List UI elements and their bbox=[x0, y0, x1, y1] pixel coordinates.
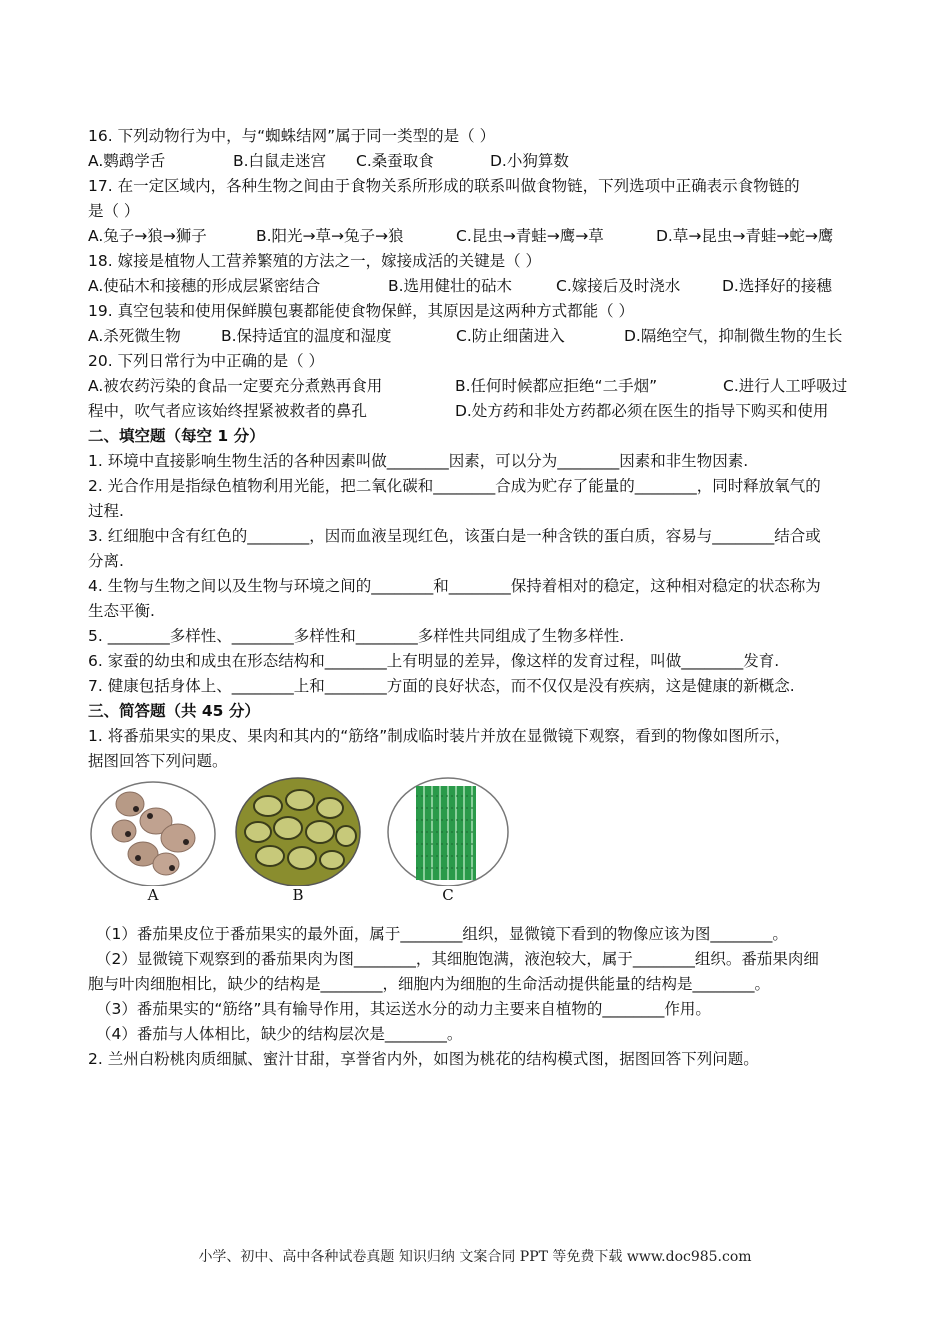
figure-a-image bbox=[91, 782, 215, 886]
q1-sub2-line1: （2）显微镜下观察到的番茄果肉为图________，其细胞饱满，液泡较大，属于________组织。番茄果肉细 bbox=[96, 950, 819, 968]
q16-option-d: D.小狗算数 bbox=[490, 152, 569, 170]
q2-stem: 2. 兰州白粉桃肉质细腻、蜜汁甘甜，享誉省内外，如图为桃花的结构模式图，据图回答下列问题。 bbox=[88, 1050, 759, 1068]
q17-stem-line2: 是（ ） bbox=[88, 202, 140, 220]
q18-stem: 18. 嫁接是植物人工营养繁殖的方法之一，嫁接成活的关键是（ ） bbox=[88, 252, 542, 270]
section3-heading: 三、简答题（共 45 分） bbox=[88, 702, 260, 720]
microscope-figures bbox=[88, 776, 518, 906]
q20-option-c-cont: 程中，吹气者应该始终捏紧被救者的鼻孔 bbox=[88, 402, 368, 420]
q18-option-b: B.选用健壮的砧木 bbox=[388, 277, 513, 295]
fill-line: 2. 光合作用是指绿色植物利用光能，把二氧化碳和________合成为贮存了能量的________，同时释放氧气的 bbox=[88, 477, 821, 495]
figure-b-image bbox=[236, 778, 360, 886]
fill-line: 6. 家蚕的幼虫和成虫在形态结构和________上有明显的差异，像这样的发育过程，叫做________发育. bbox=[88, 652, 780, 670]
q1-sub4: （4）番茄与人体相比，缺少的结构层次是________。 bbox=[96, 1025, 463, 1043]
fill-line: 过程. bbox=[88, 502, 124, 520]
q20-options-line2 bbox=[88, 401, 860, 421]
figure-a-label: A bbox=[147, 886, 159, 904]
q19-option-a: A.杀死微生物 bbox=[88, 327, 181, 345]
q1-sub3: （3）番茄果实的“筋络”具有输导作用，其运送水分的动力主要来自植物的________作用。 bbox=[96, 1000, 711, 1018]
q20-options-line1 bbox=[88, 376, 860, 396]
microscope-figures-image bbox=[88, 776, 518, 886]
fill-line: 7. 健康包括身体上、________上和________方面的良好状态，而不仅仅是没有疾病，这是健康的新概念. bbox=[88, 677, 795, 695]
q17-options bbox=[88, 226, 860, 246]
q18-option-d: D.选择好的接穗 bbox=[722, 277, 832, 295]
q1-intro-line2: 据图回答下列问题。 bbox=[88, 752, 228, 770]
section2-heading: 二、填空题（每空 1 分） bbox=[88, 427, 265, 445]
fill-line: 3. 红细胞中含有红色的________，因而血液呈现红色，该蛋白是一种含铁的蛋白质，容易与________结合或 bbox=[88, 527, 821, 545]
fill-line: 1. 环境中直接影响生物生活的各种因素叫做________因素，可以分为________因素和非生物因素. bbox=[88, 452, 749, 470]
fill-line: 生态平衡. bbox=[88, 602, 155, 620]
q20-option-b: B.任何时候都应拒绝“二手烟” bbox=[455, 377, 658, 395]
q20-stem: 20. 下列日常行为中正确的是（ ） bbox=[88, 352, 325, 370]
figure-b-label: B bbox=[292, 886, 304, 904]
q1-intro-line1: 1. 将番茄果实的果皮、果肉和其内的“筋络”制成临时装片并放在显微镜下观察，看到的物像如图所示， bbox=[88, 727, 791, 745]
q19-option-d: D.隔绝空气，抑制微生物的生长 bbox=[624, 327, 843, 345]
q16-options bbox=[88, 151, 860, 171]
q16-option-a: A.鹦鹉学舌 bbox=[88, 152, 166, 170]
page-footer: 小学、初中、高中各种试卷真题 知识归纳 文案合同 PPT 等免费下载 www.doc985.com bbox=[198, 1249, 752, 1265]
q19-stem: 19. 真空包装和使用保鲜膜包裹都能使食物保鲜，其原因是这两种方式都能（ ） bbox=[88, 302, 635, 320]
q18-option-c: C.嫁接后及时浇水 bbox=[556, 277, 681, 295]
q16-option-c: C.桑蚕取食 bbox=[356, 152, 434, 170]
q19-option-b: B.保持适宜的温度和湿度 bbox=[221, 327, 392, 345]
figure-c-label: C bbox=[442, 886, 454, 904]
q18-option-a: A.使砧木和接穗的形成层紧密结合 bbox=[88, 277, 321, 295]
q17-option-b: B.阳光→草→兔子→狼 bbox=[256, 227, 404, 245]
q17-option-d: D.草→昆虫→青蛙→蛇→鹰 bbox=[656, 227, 834, 245]
q16-stem: 16. 下列动物行为中，与“蜘蛛结网”属于同一类型的是（ ） bbox=[88, 127, 496, 145]
q20-option-c: C.进行人工呼吸过 bbox=[723, 377, 848, 395]
fill-line: 5. ________多样性、________多样性和________多样性共同组成了生物多样性. bbox=[88, 627, 625, 645]
q1-sub2-line2: 胞与叶肉细胞相比，缺少的结构是________，细胞内为细胞的生命活动提供能量的结构是________。 bbox=[88, 975, 771, 993]
q1-sub1: （1）番茄果皮位于番茄果实的最外面，属于________组织，显微镜下看到的物像应该为图________。 bbox=[96, 925, 788, 943]
q16-option-b: B.白鼠走迷宫 bbox=[233, 152, 327, 170]
q20-option-d: D.处方药和非处方药都必须在医生的指导下购买和使用 bbox=[455, 402, 829, 420]
fill-line: 分离. bbox=[88, 552, 124, 570]
q17-stem-line1: 17. 在一定区域内，各种生物之间由于食物关系所形成的联系叫做食物链，下列选项中正确表示食物链的 bbox=[88, 177, 800, 195]
figure-c-image bbox=[388, 778, 508, 886]
q18-options bbox=[88, 276, 860, 296]
q19-options bbox=[88, 326, 860, 346]
q17-option-a: A.兔子→狼→狮子 bbox=[88, 227, 207, 245]
q17-option-c: C.昆虫→青蛙→鹰→草 bbox=[456, 227, 604, 245]
fill-line: 4. 生物与生物之间以及生物与环境之间的________和________保持着相对的稳定，这种相对稳定的状态称为 bbox=[88, 577, 821, 595]
q19-option-c: C.防止细菌进入 bbox=[456, 327, 565, 345]
q20-option-a: A.被农药污染的食品一定要充分煮熟再食用 bbox=[88, 377, 383, 395]
